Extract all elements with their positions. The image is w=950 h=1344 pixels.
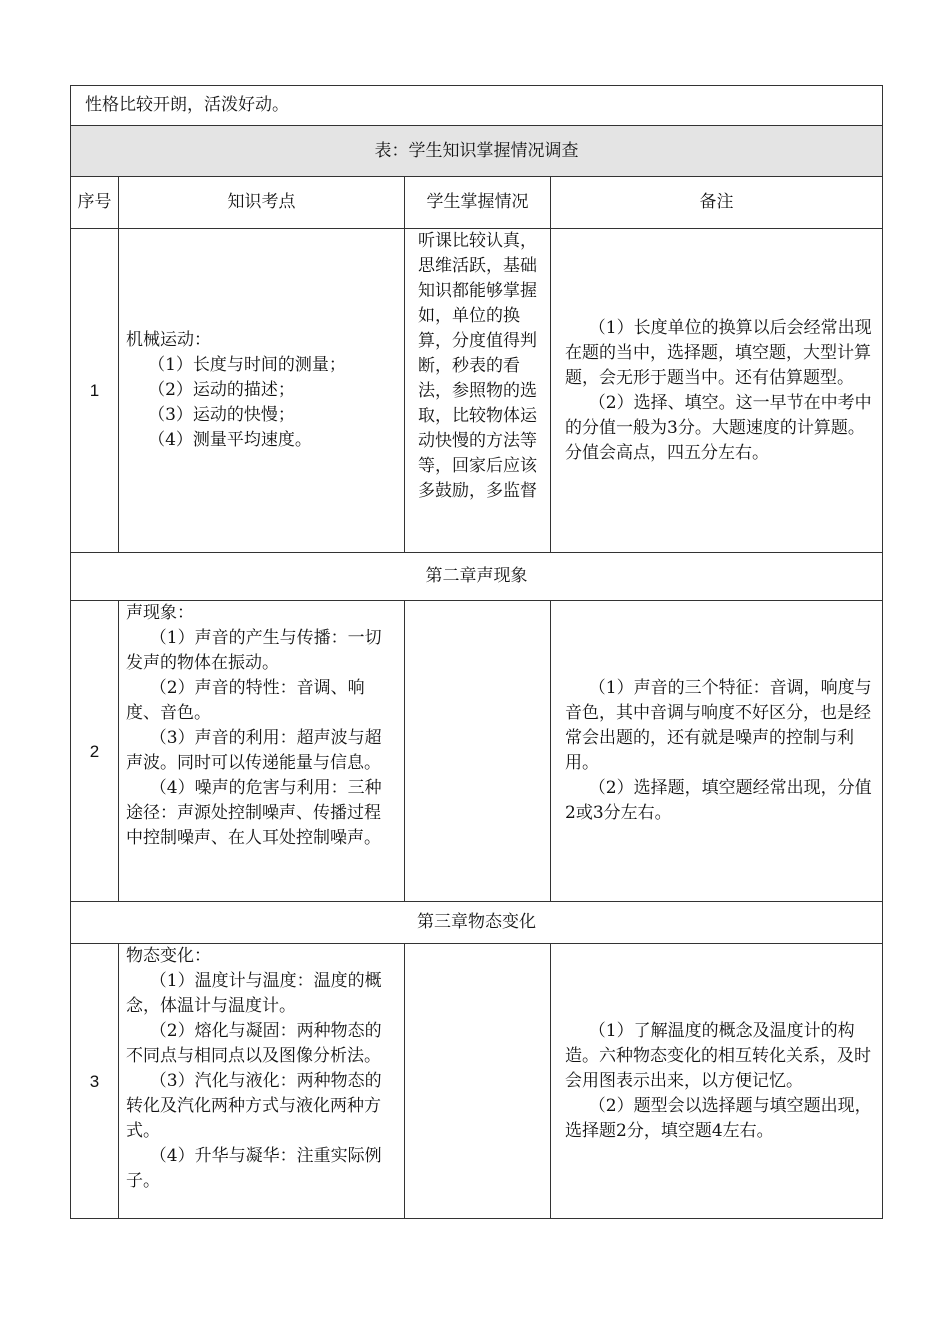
notes-paragraph: （2）选择题，填空题经常出现，分值2或3分左右。 (565, 778, 872, 823)
intro-text: 性格比较开朗，活泼好动。 (71, 86, 883, 126)
notes-paragraph: （1）了解温度的概念及温度计的构造。六种物态变化的相互转化关系，及时会用图表示出来，以方便记忆。 (565, 1020, 871, 1091)
knowledge-item: （3）运动的快慢； (148, 405, 295, 425)
mastery-cell (405, 229, 551, 553)
table-title: 表：学生知识掌握情况调查 (71, 126, 883, 177)
knowledge-item: （1）声音的产生与传播：一切发声的物体在振动。 (126, 628, 382, 673)
knowledge-title: 机械运动： (126, 330, 211, 350)
knowledge-item: （4）测量平均速度。 (148, 430, 312, 450)
header-mastery: 学生掌握情况 (405, 177, 551, 229)
header-notes: 备注 (551, 177, 883, 229)
knowledge-cell (119, 601, 405, 902)
notes-paragraph: （1）声音的三个特征：音调，响度与音色，其中音调与响度不好区分，也是经常会出题的，还有就是噪声的控制与利用。 (565, 678, 872, 773)
knowledge-item: （2）运动的描述； (148, 380, 295, 400)
notes-cell (551, 944, 883, 1219)
header-row (71, 177, 883, 229)
knowledge-cell (119, 944, 405, 1219)
notes-cell (551, 229, 883, 553)
table-row (71, 601, 883, 902)
header-seq: 序号 (71, 177, 119, 229)
table-row (71, 229, 883, 553)
notes-cell (551, 601, 883, 902)
knowledge-title: 声现象： (126, 603, 194, 623)
row-number: 1 (71, 229, 119, 553)
notes-paragraph: （2）选择、填空。这一早节在中考中的分值一般为3分。大题速度的计算题。分值会高点，四五分左右。 (565, 392, 872, 463)
knowledge-item: （1）长度与时间的测量； (148, 355, 346, 375)
knowledge-survey-table (70, 85, 883, 1219)
notes-paragraph: （1）长度单位的换算以后会经常出现在题的当中，选择题，填空题，大型计算题，会无形于题当中。还有估算题型。 (565, 317, 872, 388)
knowledge-item: （4）升华与凝华：注重实际例子。 (126, 1146, 382, 1191)
knowledge-title: 物态变化： (126, 946, 211, 966)
notes-paragraph: （2）题型会以选择题与填空题出现，选择题2分，填空题4左右。 (565, 1095, 872, 1141)
mastery-cell (405, 944, 551, 1219)
table-row (71, 944, 883, 1219)
knowledge-item: （3）声音的利用：超声波与超声波。同时可以传递能量与信息。 (126, 728, 382, 773)
row-number: 2 (71, 601, 119, 902)
chapter-heading: 第三章物态变化 (71, 902, 883, 944)
mastery-cell (405, 601, 551, 902)
knowledge-item: （3）汽化与液化：两种物态的转化及汽化两种方式与液化两种方式。 (126, 1071, 382, 1141)
chapter-heading: 第二章声现象 (71, 553, 883, 601)
mastery-text: 听课比较认真，思维活跃，基础知识都能够掌握如，单位的换算，分度值得判断，秒表的看法，参照物的选取，比较物体运动快慢的方法等等，回家后应该多鼓励，多监督 (418, 231, 537, 501)
knowledge-item: （2）熔化与凝固：两种物态的不同点与相同点以及图像分析法。 (126, 1021, 382, 1066)
knowledge-item: （4）噪声的危害与利用：三种途径：声源处控制噪声、传播过程中控制噪声、在人耳处控制噪声。 (126, 778, 382, 848)
knowledge-item: （1）温度计与温度：温度的概念，体温计与温度计。 (126, 971, 382, 1016)
header-knowledge: 知识考点 (119, 177, 405, 229)
knowledge-cell (119, 229, 405, 553)
row-number: 3 (71, 944, 119, 1219)
knowledge-item: （2）声音的特性：音调、响度、音色。 (126, 678, 365, 723)
